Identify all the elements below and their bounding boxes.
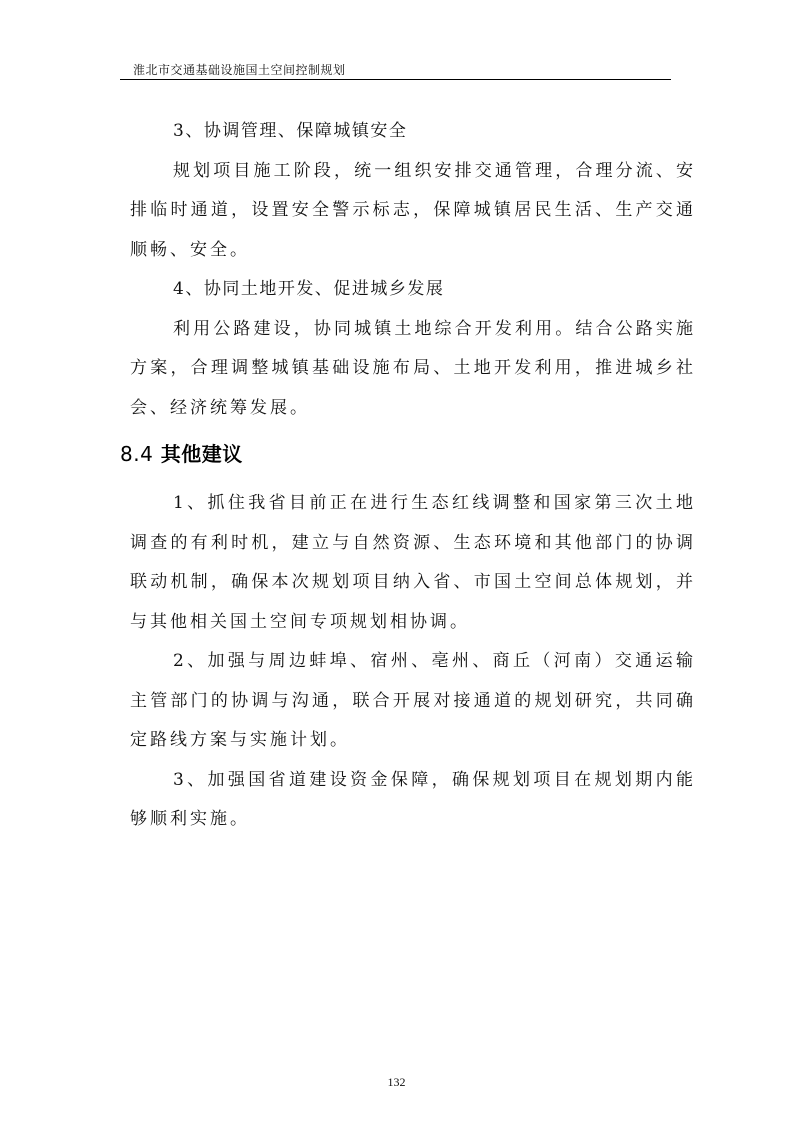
section-heading-8-4 bbox=[120, 434, 696, 474]
header-divider bbox=[120, 79, 671, 80]
subsection-heading-3: 3、协调管理、保障城镇安全 bbox=[173, 121, 408, 141]
page-body bbox=[120, 112, 696, 840]
paragraph-suggestion-1: 1、抓住我省目前正在进行生态红线调整和国家第三次土地调查的有利时机，建立与自然资源、生态环境和其他部门的协调联动机制，确保本次规划项目纳入省、市国土空间总体规划，并与其他相关国土空间专项规划相协调。 bbox=[130, 493, 696, 632]
page-number: 132 bbox=[387, 1075, 406, 1089]
section-number: 8.4 bbox=[120, 442, 154, 466]
paragraph-coordination-management: 规划项目施工阶段，统一组织安排交通管理，合理分流、安排临时通道，设置安全警示标志，保障城镇居民生活、生产交通顺畅、安全。 bbox=[130, 160, 696, 260]
subsection-heading-4: 4、协同土地开发、促进城乡发展 bbox=[173, 279, 445, 299]
paragraph-land-development: 利用公路建设，协同城镇土地综合开发利用。结合公路实施方案，合理调整城镇基础设施布局、土地开发利用，推进城乡社会、经济统筹发展。 bbox=[130, 318, 696, 418]
running-header-title: 淮北市交通基础设施国土空间控制规划 bbox=[133, 63, 346, 77]
paragraph-suggestion-2: 2、加强与周边蚌埠、宿州、亳州、商丘（河南）交通运输主管部门的协调与沟通，联合开展对接通道的规划研究，共同确定路线方案与实施计划。 bbox=[130, 651, 696, 750]
paragraph-suggestion-3: 3、加强国省道建设资金保障，确保规划项目在规划期内能够顺利实施。 bbox=[130, 769, 696, 829]
section-title: 其他建议 bbox=[160, 442, 243, 466]
